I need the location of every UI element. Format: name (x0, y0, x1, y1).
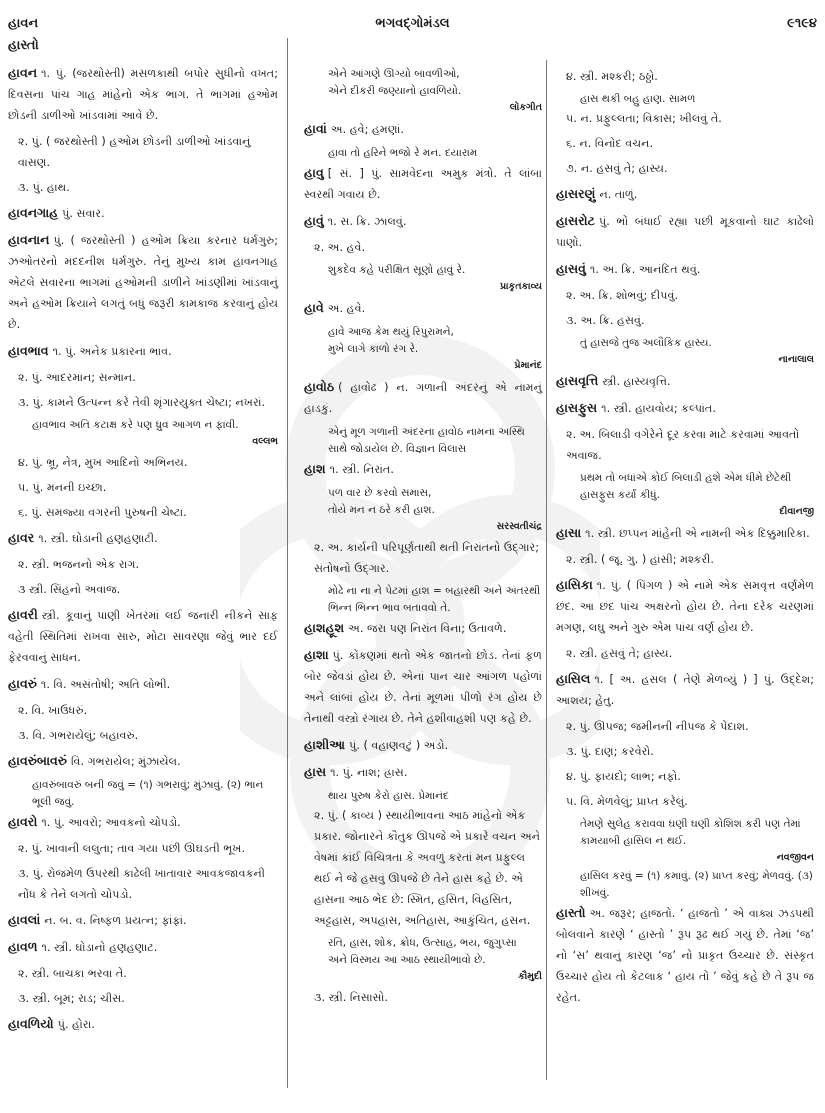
definition-text: ૧. અ. ક્રિ. આનંદિત થવું. (589, 263, 701, 276)
quotation-line: એનું મૂળ ગળાની અંદરના હાવોઠ નામના અસ્થિ સાથે જોડાયેલ છે. વિજ્ઞાન વિલાસ (328, 426, 525, 455)
headword: હાવું (304, 213, 324, 228)
definition-text: [ સં. ] પું. સામવેદના અમુક મંત્રો. તે લાંબા સ્વરથી ગવાય છે. (304, 167, 542, 201)
dictionary-entry (8, 909, 278, 931)
definition-text: પું. ( વહાણવટું ) અડો. (349, 739, 449, 752)
sense-definition: ૨. સ્ત્રી. બાચકા ભરવા તે. (18, 967, 127, 980)
dictionary-entry (556, 574, 814, 638)
definition-text: ૧. પું. નાશ; હ્રાસ. (330, 766, 408, 779)
book-title: ભગવદ્ગોમંડલ (375, 16, 450, 31)
quotation (328, 935, 542, 969)
dictionary-entry (8, 229, 278, 335)
headword: હાવોઠ (304, 379, 335, 394)
headword: હાવળિયો (8, 1016, 54, 1031)
definition-text: ન. તાળું. (599, 188, 638, 201)
sense-definition: ૨. અ. ક્રિ. શોભવું; દીપવું. (566, 289, 679, 302)
definition-text: ૧. સ્ત્રી. ઘોડાની હણહણાટી. (38, 532, 158, 545)
guide-word-first: હાવન (8, 16, 39, 31)
dictionary-entry (304, 644, 542, 729)
page-number: ૯૧૯૪ (787, 16, 817, 31)
sense-definition: ૫. વિ. મેળવેલું; પ્રાપ્ત કરેલું. (566, 795, 688, 808)
definition-text: ૧. વિ. અસંતોષી; અતિ લોભી. (40, 678, 171, 691)
sense-definition: ૩. વિ. ગભરાયેલું; બહાવરું. (18, 729, 139, 742)
dictionary-entry (304, 297, 542, 319)
sense-definition: ૩. સ્ત્રી. નિસાસો. (314, 991, 388, 1004)
sense-definition: ૩. પું. દાણ; કરવેરો. (566, 745, 654, 758)
dictionary-entry (8, 750, 278, 772)
dictionary-entry (8, 936, 278, 958)
quotation-line: એને આંગણે ઊગ્યો બાવળીઓ, (328, 68, 460, 80)
dictionary-entry (8, 1013, 278, 1035)
column-2 (304, 66, 542, 1012)
dictionary-entry (556, 902, 814, 1008)
headword: હાવરી (8, 607, 38, 622)
quotation (328, 485, 542, 519)
quotation-line: હાવભાવ અતિ કટાક્ષ કરે પણ ધ્રુવ આગળ ન ફાવી. (32, 419, 239, 431)
dictionary-entry (304, 376, 542, 419)
sense-definition: ૨. પું. ( જરથોસ્તી ) હઓમ છોડની ડાળીઓ ખાંડવાનું વાસણ. (18, 135, 251, 169)
headword: હાશીઆ (304, 737, 346, 752)
quotation (328, 262, 542, 279)
headword: હાશ (304, 461, 326, 476)
quotation-source: વલ્લભ (252, 436, 278, 447)
quotation-line: અને વિસ્મય આ આઠ સ્થાયીભાવો છે. (328, 954, 486, 966)
quotation (328, 583, 542, 617)
column-divider (546, 60, 547, 1080)
headword: હાવર (8, 530, 35, 545)
headword: હાસરોટ (556, 213, 595, 228)
definition-text: પું. સવાર. (62, 207, 105, 220)
quotation-source: પ્રેમાનંદ (514, 360, 542, 371)
quotation-line: મુખે લાગે કાળો રંગ રે. (328, 343, 419, 355)
quotation (580, 470, 814, 504)
sense-definition: ૨. અ. કાર્યની પરિપૂર્ણતાથી થતી નિરાંતનો ઉદ્ગાર; સંતોષનો ઉદ્ગાર. (314, 541, 539, 575)
quotation-line: રતિ, હાસ, શોક, ક્રોધ, ઉત્સાહ, ભય, જુગુપ્સા (328, 937, 517, 949)
dictionary-entry (304, 118, 542, 140)
sense-definition: ૩ સ્ત્રી. સિંહનો અવાજ. (18, 583, 121, 596)
headword: હાશા (304, 647, 329, 662)
quotation-line: પળ વાર છે કરવો સમાસ, (328, 487, 432, 499)
quotation (580, 868, 814, 902)
quotation-source: દીવાનજી (779, 506, 814, 517)
sense-definition: ૬. ન. વિનોદ વચન. (566, 137, 654, 150)
sense-definition: ૫. ન. પ્રફુલ્લતા; વિકાસ; ખીલવું તે. (566, 112, 722, 125)
headword: હાવરું (8, 676, 37, 691)
headword: હાવલાં (8, 912, 41, 927)
quotation-line: હાસિલ કરવું = (૧) કમાવું. (૨) પ્રાપ્ત કરવું; મેળવવું. (૩) શીખવું. (580, 870, 813, 899)
dictionary-entry (8, 340, 278, 362)
dictionary-entry (8, 202, 278, 224)
sense-definition: ૬. પું. સમજ્યા વગરની પુરુષની ચેષ્ટા. (18, 506, 187, 519)
sense-definition: ૩. પું. કામને ઉત્પન્ન કરે તેવી શૃંગારયુક્ત ચેષ્ટા; નખરાં. (18, 396, 266, 409)
sense-definition: ૪. પું. ભ્રૂ, નેત્ર, મુખ આદિનો અભિનય. (18, 456, 188, 469)
quotation (580, 91, 814, 108)
guide-word-last: હાસ્તો (8, 38, 39, 53)
headword: હાસફુસ (556, 400, 598, 415)
column-1 (8, 62, 278, 1040)
quotation-source: કૌમુદી (518, 971, 542, 982)
headword: હાસા (556, 525, 582, 540)
column-3 (556, 66, 814, 1013)
definition-text: અ. હવે. (327, 302, 366, 315)
dictionary-entry (556, 522, 814, 544)
definition-text: ( હાવોઢ ) ન. ગળાની અંદરનું એ નામનું હાડકું. (304, 381, 542, 415)
sense-definition: ૩. અ. ક્રિ. હસવું. (566, 314, 645, 327)
dictionary-entry (8, 673, 278, 695)
definition-text: પું. ભોં બંધાઈ રહ્યા પછી મૂકવાનો ઘાટ કાઢેલો પાણો. (556, 215, 814, 249)
headword: હાસિલ (556, 671, 591, 686)
headword: હાસવું (556, 261, 586, 276)
definition-text: સ્ત્રી. કૂવાનું પાણી ખેતરમાં લઈ જનારી નીકને સાફ વહેતી સ્થિતિમાં રાખવા સારુ, મોટા સાવરણા જેવું ભાર દઈ ફેરવવાનું સાધન. (8, 609, 278, 664)
sense-definition: ૨. અ. હવે. (314, 241, 366, 254)
definition-text: અ. જરૂર; હાજતો. ‘ હાજતો ’ એ વાક્ય ઝડપથી બોલવાને કારણે ‘ હાસ્તો ’ રૂપ રૂઢ થઈ ગયું છે. તેમાં ‘જ’ નો ‘સ’ થવાનું કારણ ‘જ’ નો પ્રાકૃત ઉચ્ચાર છે. સંસ્કૃત ઉચ્ચાર હોય તો કેટલાક ‘ હાય તો ’ જેવું કહે છે તે રૂપ જ રહેત. (556, 907, 814, 1004)
definition-text: પું. ( જરથોસ્તી ) હઓમ ક્રિયા કરનાર ધર્મગુરુ; ઝઓતરનો મદદનીશ ધર્મગુરુ. તેનું મુખ્ય કામ હાવનગાહ એટલે સવારના ભાગમાં હઓમની ડાળીને ખાંડણીમાં ખાંડવાનું અને હઓમ ક્રિયાને લગતું બધું જરૂરી કામકાજ કરવાનું હોય છે. (8, 234, 278, 331)
sense-definition: ૨. પું. ઊપજ; જમીનની નીપજ કે પેદાશ. (566, 720, 749, 733)
quotation-source: નાનાલાલ (778, 354, 814, 365)
sense-definition: ૨. સ્ત્રી. ભજનનો એક રાગ. (18, 558, 140, 571)
quotation (328, 145, 542, 162)
headword: હાવાં (304, 121, 327, 136)
dictionary-entry (556, 183, 814, 205)
definition-text: ૧. સ. ક્રિ. ઝાલવું. (327, 215, 407, 228)
sense-definition: ૩. સ્ત્રી. બૂમ; રાડ; ચીસ. (18, 992, 125, 1005)
sense-definition: ૨. પું. ખાવાની લલુતા; તાવ ગયા પછી ઊઘડતી ભૂખ. (18, 842, 246, 855)
dictionary-entry (304, 617, 542, 639)
definition-text: અ. જરા પણ નિરાંત વિના; ઉતાવળે. (348, 622, 507, 635)
sense-definition: ૨. સ્ત્રી. હસવું તે; હાસ્ય. (566, 647, 673, 660)
headword: હાવન (8, 65, 38, 80)
definition-text: ૧. પું. આવરો; આવકનો ચોપડો. (41, 816, 181, 829)
dictionary-entry (304, 761, 542, 783)
headword: હાવરુંબાવરું (8, 753, 67, 768)
quotation-line: થાય પુરુષ કેરો હાસ. પ્રેમાનંદ (328, 790, 449, 802)
sense-definition: ૫. પું. મનની ઇચ્છા. (18, 481, 107, 494)
dictionary-entry (556, 210, 814, 253)
definition-text: ૧. સ્ત્રી. નિરાંત. (329, 463, 394, 476)
sense-definition: ૨. પું. આદરમાન; સન્માન. (18, 371, 136, 384)
dictionary-entry (8, 62, 278, 126)
definition-text: ૧. પું. ( પિંગળ ) એ નામે એક સમવૃત્ત વર્ણમેળ છંદ. આ છંદ પાંચ અક્ષરનો હોય છે. તેના દરેક ચરણમાં મગણ, લઘુ અને ગુરુ એમ પાંચ વર્ણ હોય છે. (556, 579, 814, 634)
sense-definition: ૪. સ્ત્રી. મશ્કરી; ઠઠ્ઠો. (566, 70, 658, 83)
dictionary-entry (8, 604, 278, 668)
quotation-source: પ્રાકૃતકાવ્ય (500, 281, 542, 292)
sense-definition: ૭. ન. હસવું તે; હાસ્ય. (566, 162, 668, 175)
headword: હાવે (304, 300, 324, 315)
quotation-line: હાવરુંબાવરું બની જવું = (૧) ગભરાવું; મુંઝાવું. (૨) ભાન ભૂલી જવું. (32, 779, 264, 808)
definition-text: ૧. સ્ત્રી. ઘોડાનો હણહણાટ. (41, 941, 158, 954)
definition-text: ૧. પું. (જરથોસ્તી) મસળકાથી બપોર સુધીનો વખત; દિવસના પાંચ ગાહ માંહેનો એક ભાગ. તે ભાગમાં હઓમ છોડની ડાળીઓ ખાંડવામાં આવે છે. (8, 67, 278, 122)
quotation-line: હાવા તો હરિને ભજો રે મન. દયારામ (328, 147, 478, 159)
definition-text: ૧. સ્ત્રી. છપ્પન માંહેની એ નામની એક દિક્કુમારિકા. (585, 527, 810, 540)
page-header (0, 10, 825, 53)
sense-definition: ૨. સ્ત્રી. ( જૂ. ગુ. ) હાંસી; મશ્કરી. (566, 553, 714, 566)
quotation-line: શુકદેવ કહે પરીક્ષિત સૂણો હાવું રે. (328, 264, 466, 276)
headword: હાવભાવ (8, 343, 49, 358)
sense-definition: ૨. અ. બિલાડી વગેરેને દૂર કરવા માટે કરવામાં આવતો અવાજ. (566, 428, 800, 462)
headword: હાવળ (8, 939, 38, 954)
headword: હાવનાન (8, 232, 50, 247)
headword: હાસ (304, 764, 327, 779)
quotation (32, 777, 278, 811)
dictionary-entry (304, 734, 542, 756)
quotation (328, 66, 542, 100)
dictionary-entry (8, 811, 278, 833)
dictionary-entry (556, 397, 814, 419)
dictionary-entry (556, 668, 814, 711)
headword: હાવરો (8, 814, 38, 829)
definition-text: પું. કોંકણમાં થતો એક જાતનો છોડ. તેનાં ફળ બોર જેવડાં હોય છે. એનાં પાન ચાર આંગળ પહોળાં અને લાંબાં હોય છે. તેનાં મૂળમાં પીળો રંગ હોય છે તેનાથી વસ્ત્રો રંગાય છે. તેને હશીવાહશી પણ કહે છે. (304, 649, 542, 725)
definition-text: પું. હોરા. (57, 1018, 95, 1031)
quotation-source: લોકગીત (509, 102, 542, 113)
sense-definition: ૩. પું. રોજમેળ ઉપરથી કાઢેલી ખાતાવાર આવકજાવકની નોંધ કે તેને લગતો ચોપડો. (18, 867, 266, 901)
dictionary-entry (556, 258, 814, 280)
quotation-source: સરસ્વતીચંદ્ર (496, 521, 542, 532)
headword: હાસરણું (556, 186, 596, 201)
definition-text: વિ. ગભરાયેલ; મુંઝાયેલ. (70, 755, 181, 768)
definition-text: ન. બ. વ. નિષ્ફળ પ્રયત્ન; ફાંફાં. (44, 914, 187, 927)
headword: હાસવૃત્તિ (556, 373, 599, 388)
headword: હાવુ (304, 165, 324, 180)
definition-text: સ્ત્રી. હાસ્યવૃત્તિ. (602, 375, 671, 388)
quotation-line: એને દીકરી જણ્યાનો હાવળિયો. (328, 85, 462, 97)
quotation (32, 417, 278, 434)
headword: હાસિકા (556, 577, 593, 592)
dictionary-entry (8, 527, 278, 549)
dictionary-entry (556, 370, 814, 392)
quotation (580, 335, 814, 352)
definition-text: ૧. પું. અનેક પ્રકારના ભાવ. (52, 345, 172, 358)
headword: હાસ્તો (556, 905, 586, 920)
quotation-line: તું હાસજે તુજ અલૌકિક હાસ્ય. (580, 337, 712, 349)
column-divider (287, 38, 288, 1088)
quotation-line: તોયે મન ન ઠરે કરી હાશ. (328, 504, 435, 516)
headword: હાવનગાહ (8, 205, 59, 220)
definition-text: ૧. [ અ. હસલ ( તેણે મેળવ્યું ) ] પું. ઉદ્દેશ; આશય; હેતુ. (556, 673, 814, 707)
quotation-line: મોઢે ના ના ને પેટમાં હાશ = બહારથી અને અંતરથી ભિન્ન ભિન્ન ભાવ બતાવવો તે. (328, 585, 541, 614)
quotation (328, 324, 542, 358)
dictionary-entry (304, 162, 542, 205)
dictionary-entry (304, 458, 542, 480)
quotation-line: તેમણે સુલેહ કરાવવા ઘણી ઘણી કોશિશ કરી પણ તેમાં કામયાબી હાસિલ ન થઈ. (580, 818, 801, 847)
quotation-line: હાસ થકી બહુ હાણ. સામળ (580, 93, 696, 105)
definition-text: ૧. સ્ત્રી. હાયવોય; કલ્પાંત. (601, 402, 716, 415)
headword: હાશહૂશ (304, 620, 345, 635)
quotation-source: નવજીવન (776, 852, 814, 863)
sense-definition: ૩. પું. હાથ. (18, 181, 70, 194)
sense-definition: ૨. પું. ( કાવ્ય ) સ્થાયીભાવના આઠ માંહેનો એક પ્રકાર. જોનારને કૌતુક ઊપજે એ પ્રકારે વચન અને વેષમાં કાંઈ વિચિત્રતા કે અવળું કરતાં મન પ્રફુલ્લ થઈ ને જે હસવું ઊપજે છે તેને હાસ કહે છે. એ હાસના આઠ ભેદ છે: સ્મિત, હસિત, વિહસિત, અટ્ટહાસ, અપહાસ, અતિહાસ, આકુંચિત, હસન. (314, 809, 541, 927)
sense-definition: ૪. પું. ફાયદો; લાભ; નફો. (566, 770, 681, 783)
dictionary-entry (304, 210, 542, 232)
quotation-line: પ્રથમ તો બધાંએ કોઈ બિલાડી હશે એમ ધીમે છેટેથી હાસફુસ કર્યાં કીધું. (580, 472, 792, 501)
quotation-line: હાવે આજ કેમ થયું રિપુરામને, (328, 326, 454, 338)
quotation (580, 816, 814, 850)
quotation (328, 424, 542, 458)
sense-definition: ૨. વિ. ખાઉધરું. (18, 704, 88, 717)
quotation (328, 788, 542, 805)
definition-text: અ. હવે; હમણાં. (330, 123, 404, 136)
